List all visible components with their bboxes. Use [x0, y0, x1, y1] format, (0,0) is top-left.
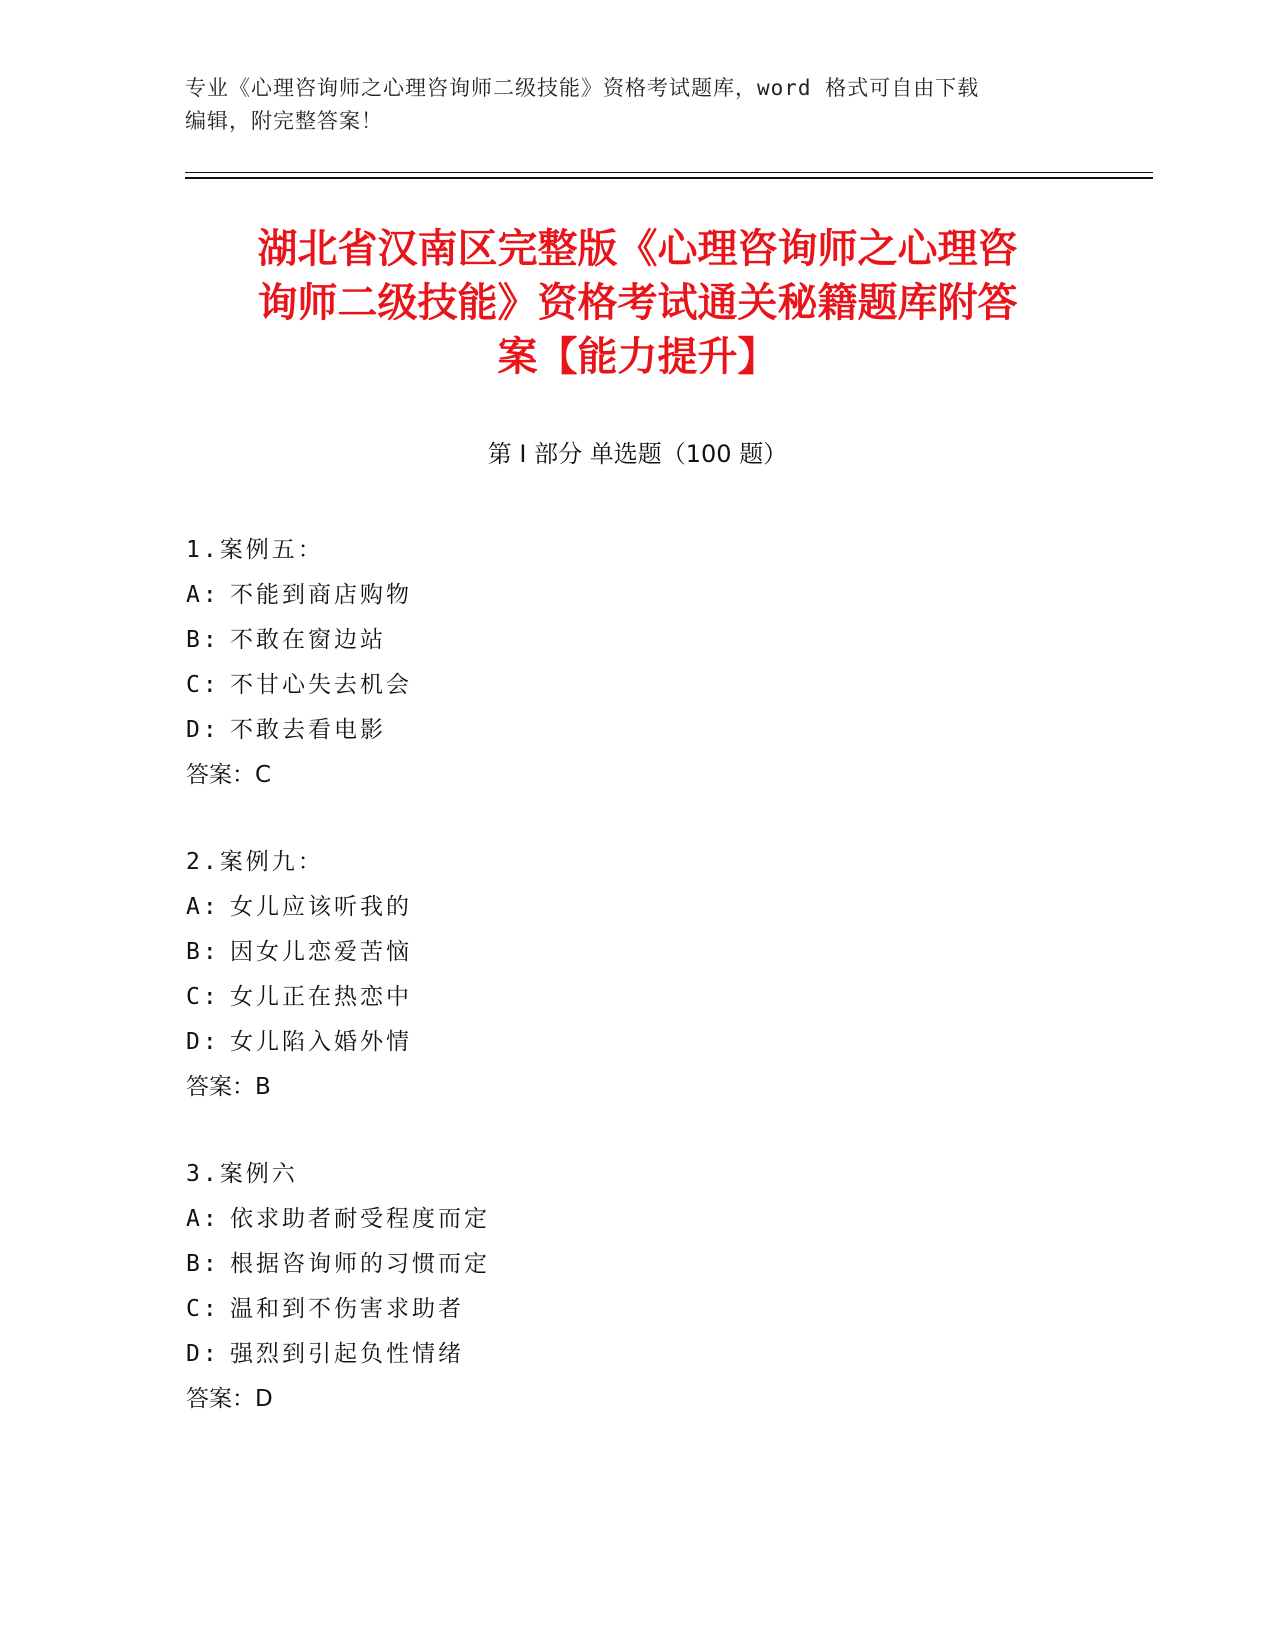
header-rule-top: [185, 172, 1153, 173]
option-letter: A:: [186, 894, 220, 920]
header-note-line-1: 专业《心理咨询师之心理咨询师二级技能》资格考试题库，word 格式可自由下载: [185, 76, 980, 100]
option-d: [186, 1020, 1086, 1065]
option-a: [186, 573, 1086, 618]
option-text: 因女儿恋爱苦恼: [230, 939, 412, 965]
answer-line: 答案：C: [186, 762, 272, 788]
option-c: [186, 1287, 1086, 1332]
option-text: 依求助者耐受程度而定: [230, 1206, 490, 1232]
option-text: 女儿正在热恋中: [230, 984, 412, 1010]
option-text: 温和到不伤害求助者: [230, 1296, 464, 1322]
question-stem: 1.案例五：: [186, 537, 324, 563]
answer-line: 答案：D: [186, 1386, 273, 1412]
title-line-1: 湖北省汉南区完整版《心理咨询师之心理咨: [257, 226, 1018, 272]
question-stem: 2.案例九：: [186, 849, 324, 875]
option-letter: A:: [186, 1206, 220, 1232]
option-d: [186, 708, 1086, 753]
option-letter: A:: [186, 582, 220, 608]
option-letter: B:: [186, 1251, 220, 1277]
option-text: 女儿陷入婚外情: [230, 1029, 412, 1055]
question-stem: 3.案例六: [186, 1161, 298, 1187]
question-1: [186, 528, 1086, 798]
option-b: [186, 1242, 1086, 1287]
option-letter: C:: [186, 672, 220, 698]
option-text: 女儿应该听我的: [230, 894, 412, 920]
question-3: [186, 1152, 1086, 1422]
option-a: [186, 885, 1086, 930]
header-rule-bottom: [185, 177, 1153, 179]
header-note-line-2: 编辑，附完整答案！: [185, 109, 383, 133]
option-b: [186, 618, 1086, 663]
option-letter: D:: [186, 1341, 220, 1367]
answer-line: 答案：B: [186, 1074, 271, 1100]
option-c: [186, 663, 1086, 708]
option-d: [186, 1332, 1086, 1377]
section-heading: 第 I 部分 单选题（100 题）: [487, 440, 788, 468]
option-letter: D:: [186, 1029, 220, 1055]
option-b: [186, 930, 1086, 975]
option-letter: C:: [186, 984, 220, 1010]
option-text: 根据咨询师的习惯而定: [230, 1251, 490, 1277]
option-text: 不能到商店购物: [230, 582, 412, 608]
option-letter: B:: [186, 627, 220, 653]
header-note: [185, 72, 1065, 138]
option-c: [186, 975, 1086, 1020]
question-list: [186, 528, 1086, 1464]
question-2: [186, 840, 1086, 1110]
option-a: [186, 1197, 1086, 1242]
option-letter: C:: [186, 1296, 220, 1322]
option-text: 强烈到引起负性情绪: [230, 1341, 464, 1367]
option-text: 不敢去看电影: [230, 717, 386, 743]
option-letter: D:: [186, 717, 220, 743]
option-letter: B:: [186, 939, 220, 965]
option-text: 不甘心失去机会: [230, 672, 412, 698]
title-line-2: 询师二级技能》资格考试通关秘籍题库附答: [257, 280, 1018, 326]
option-text: 不敢在窗边站: [230, 627, 386, 653]
title-line-3: 案【能力提升】: [497, 334, 778, 380]
document-title: [185, 222, 1090, 384]
